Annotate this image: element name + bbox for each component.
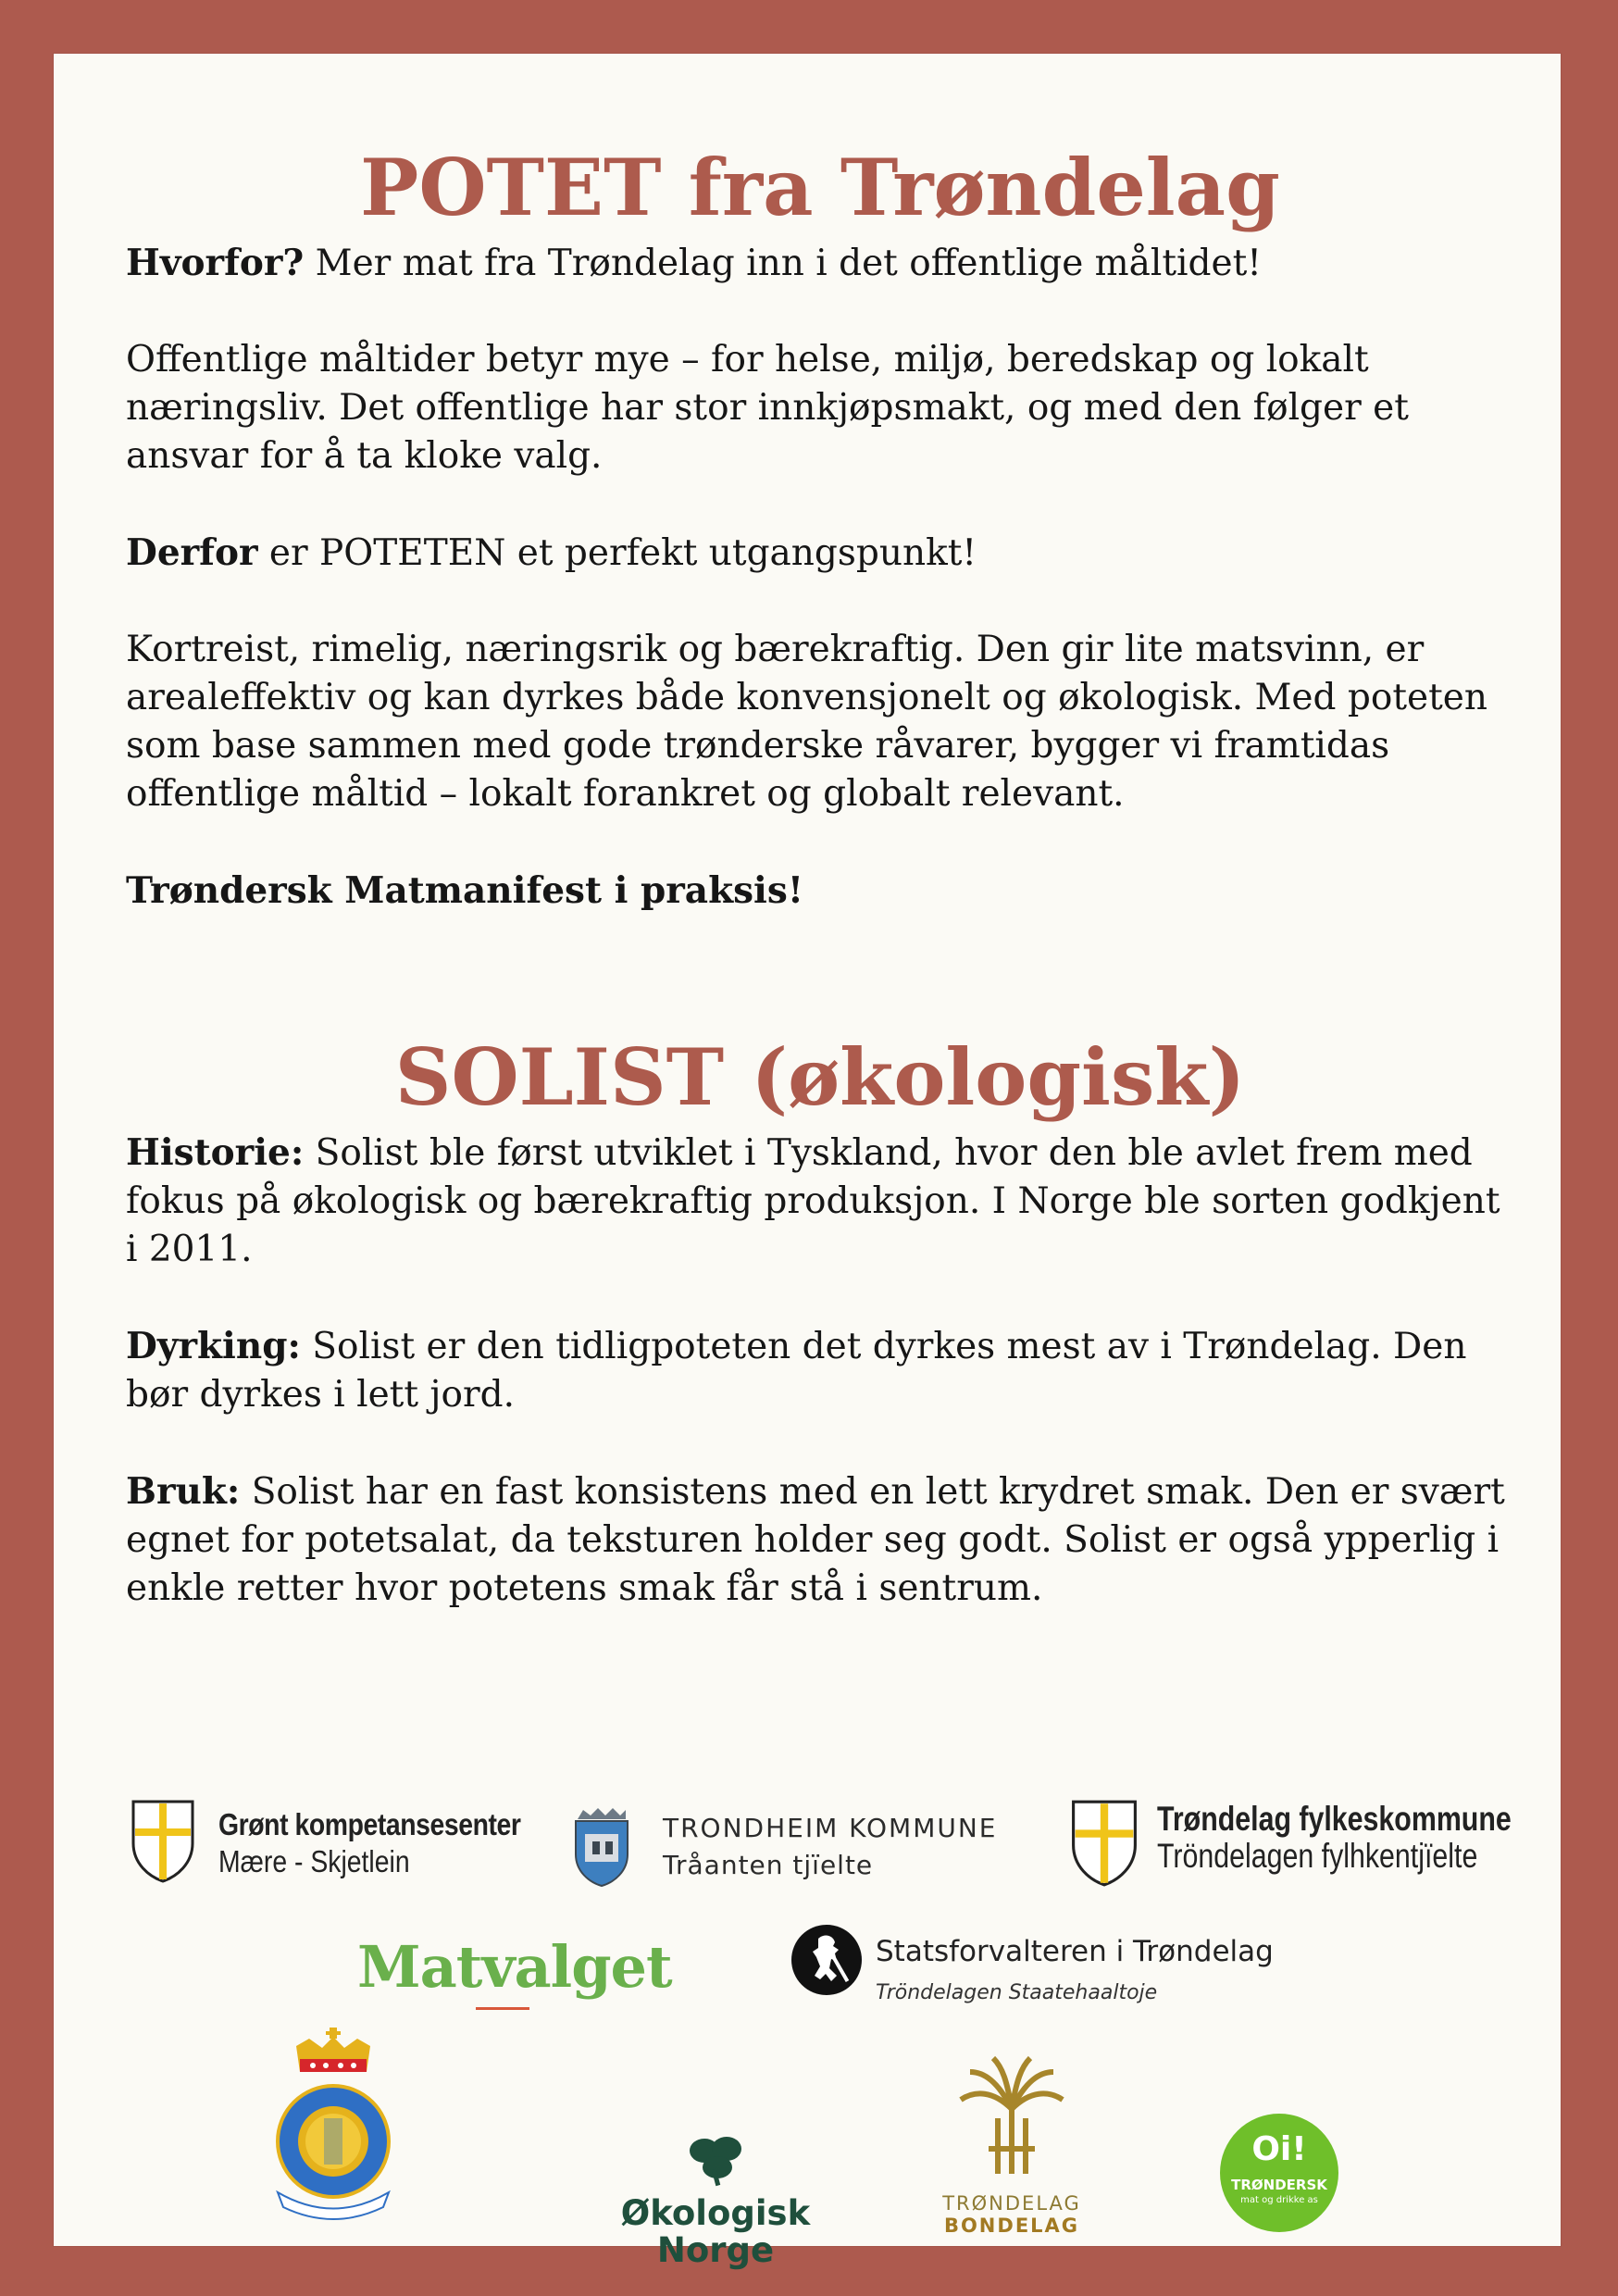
trondelag-shield-icon [131, 1799, 195, 1884]
fylke-line1: Trøndelag fylkeskommune [1157, 1800, 1512, 1838]
trondersk-mat-og-drikke-logo [1220, 2114, 1338, 2232]
derfor-label: Derfor [126, 531, 258, 574]
dyrking-text: Solist er den tidligpoteten det dyrkes mest av i Trøndelag. Den bør dyrkes i lett jord. [126, 1326, 1467, 1416]
statsforvalteren-line2: Tröndelagen Staatehaaltoje [876, 1981, 1158, 2004]
oi-name: TRØNDERSK [1231, 2177, 1327, 2193]
page-title: POTET fra Trøndelag [360, 142, 1280, 233]
luftving-logo [268, 2026, 398, 2228]
why-text: Mer mat fra Trøndelag inn i det offentlige måltidet! [304, 243, 1262, 284]
okologisk-line2: Norge [656, 2230, 775, 2270]
derfor-paragraph [126, 529, 1514, 578]
matvalget-wordmark: Matvalget [357, 1933, 672, 2001]
trondelag-bondelag-logo [928, 2053, 1095, 2237]
benefits-paragraph: Kortreist, rimelig, næringsrik og bærekraftig. Den gir lite matsvinn, er arealeffektiv og kan dyrkes både konvensjonelt og økologisk. Med poteten som base sammen med gode trønderske råvarer, bygger vi framtidas offentlige måltid – lokalt forankret og globalt relevant. [126, 629, 1487, 815]
fylke-shield-icon [1069, 1799, 1139, 1888]
oi-badge [1220, 2114, 1338, 2232]
statsforvalteren-line1: Statsforvalteren i Trøndelag [876, 1935, 1274, 1968]
luftforsvaret-emblem-icon [268, 2026, 398, 2225]
gronn-line1: Grønt kompetansesenter [218, 1807, 521, 1841]
fylke-line2: Tröndelagen fylhkentjïelte [1157, 1837, 1478, 1875]
dyrking-paragraph [126, 1322, 1514, 1419]
derfor-text: er POTETEN et perfekt utgangspunkt! [257, 532, 977, 574]
bondelag-line1: TRØNDELAG [942, 2192, 1081, 2215]
manifest-paragraph [126, 867, 1514, 916]
oi-tagline: mat og drikke as [1240, 2195, 1318, 2205]
norwegian-lion-icon [790, 1924, 863, 1996]
historie-paragraph [126, 1129, 1514, 1274]
matvalget-underline [476, 2007, 529, 2010]
poster-content [126, 137, 1514, 1613]
dyrking-label: Dyrking: [126, 1325, 301, 1367]
matvalget-logo [357, 1933, 672, 2001]
bruk-text: Solist har en fast konsistens med en lett krydret smak. Den er svært egnet for potetsalat, da teksturen holder seg godt. Solist er også ypperlig i enkle retter hvor potetens smak får stå i sentrum. [126, 1471, 1505, 1609]
why-label: Hvorfor? [126, 242, 305, 284]
okologisk-norge-logo [609, 2132, 822, 2269]
oi-mark: Oi! [1251, 2130, 1307, 2168]
okologisk-line1: Økologisk [620, 2193, 811, 2233]
poster-sheet [54, 54, 1561, 2270]
gronn-line2: Mære - Skjetlein [218, 1844, 410, 1878]
manifest-text: Trøndersk Matmanifest i praksis! [126, 869, 803, 912]
gronn-kompetansesenter-logo [131, 1799, 521, 1884]
bruk-paragraph [126, 1467, 1514, 1613]
trondheim-crest-icon [572, 1806, 631, 1888]
trondheim-kommune-logo [572, 1806, 998, 1891]
historie-text: Solist ble først utviklet i Tyskland, hvor den ble avlet frem med fokus på økologisk og bærekraftig produksjon. I Norge ble sorten godkjent i 2011. [126, 1132, 1500, 1270]
intro-paragraph: Offentlige måltider betyr mye – for helse, miljø, beredskap og lokalt næringsliv. Det offentlige har stor innkjøpsmakt, og med den følger et ansvar for å ta kloke valg. [126, 339, 1409, 477]
trondheim-line1: TRONDHEIM KOMMUNE [663, 1813, 998, 1843]
trondheim-line2: Tråanten tjïelte [663, 1850, 874, 1880]
variety-title: SOLIST (økologisk) [394, 1031, 1246, 1123]
why-paragraph [126, 239, 1514, 288]
bondelag-line2: BONDELAG [943, 2215, 1080, 2237]
wheat-sheaf-icon [952, 2053, 1072, 2183]
historie-label: Historie: [126, 1131, 305, 1174]
clover-leaf-icon [682, 2132, 749, 2188]
trondelag-fylkeskommune-logo [1069, 1799, 1512, 1888]
bruk-label: Bruk: [126, 1470, 241, 1513]
statsforvalteren-logo [790, 1924, 1274, 2004]
